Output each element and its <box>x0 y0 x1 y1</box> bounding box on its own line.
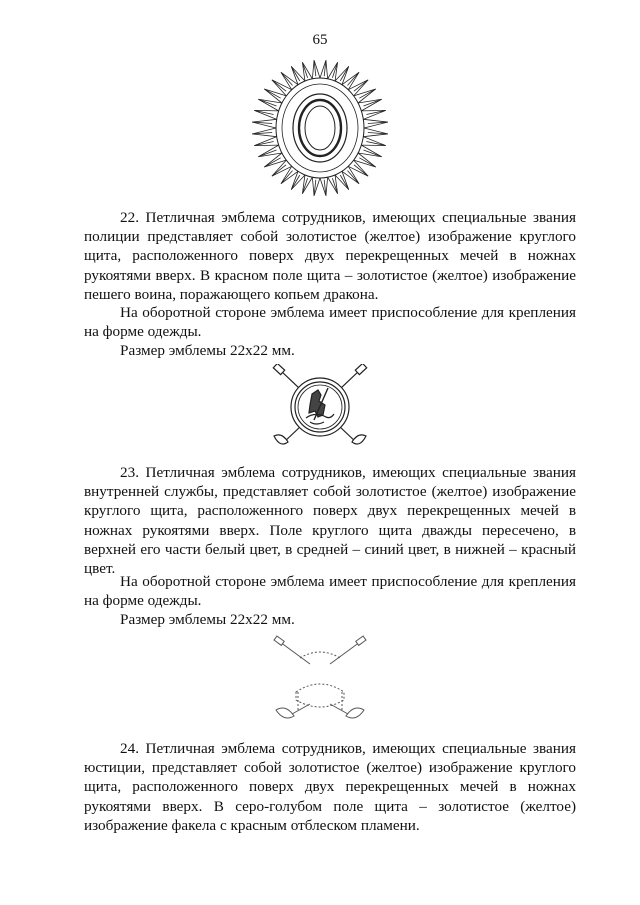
cockade-ray <box>363 119 387 128</box>
paragraph-23: 23. Петличная эмблема сотрудников, имеющих специальные звания внутренней службы, представляет собой золотистое (желтое) изображение круглого щита, расположенного поверх двух перекрещенных мечей в ножнах рукоятями вверх. Поле круглого щита дважды пересечено, в верхней его части белый цвет, в средней – синий цвет, в нижней – красный цвет. <box>84 464 576 578</box>
cockade-ray <box>302 62 312 81</box>
cockade-ray-line <box>258 99 276 106</box>
cockade-ray <box>252 128 276 137</box>
internal-service-buttonhole-emblem-icon <box>270 634 370 724</box>
paragraph-22-reverse: На оборотной стороне эмблема имеет приспособление для крепления на форме одежды. <box>84 304 576 341</box>
paragraph-23-reverse: На оборотной стороне эмблема имеет приспособление для крепления на форме одежды. <box>84 573 576 610</box>
cockade-ray-line <box>364 150 382 157</box>
cockade-ray <box>361 137 385 146</box>
cockade-ray <box>258 145 282 157</box>
cockade-ray-line <box>281 171 292 184</box>
paragraph-24: 24. Петличная эмблема сотрудников, имеющих специальные звания юстиции, представляет собой золотистое (желтое) изображение круглого щита, расположенного поверх двух перекрещенных мечей в ножнах рукоятями вверх. В серо-голубом поле щита – золотистое (желтое) изображение факела с красным отблеском пламени. <box>84 740 576 834</box>
cockade-ray <box>328 62 338 81</box>
cockade-ray <box>328 175 338 194</box>
cockade-ray-line <box>364 99 382 106</box>
cockade-ray <box>254 137 278 146</box>
paragraph-22-size: Размер эмблемы 22х22 мм. <box>120 342 295 359</box>
cockade-ray <box>258 99 282 111</box>
cockade-emblem-icon <box>250 58 390 198</box>
paragraph-22: 22. Петличная эмблема сотрудников, имеющих специальные звания полиции представляет собой золотистое (желтое) изображение круглого щита, расположенного поверх двух перекрещенных мечей в ножнах рукоятями вверх. В красном поле щита – золотистое (желтое) изображение пешего воина, поражающего копьем дракона. <box>84 209 576 303</box>
cockade-ray-line <box>281 72 292 85</box>
police-emblem-figure <box>0 364 640 450</box>
cockade-ray <box>358 145 382 157</box>
paragraph-23-size: Размер эмблемы 22х22 мм. <box>120 611 295 628</box>
cockade-ray <box>254 110 278 119</box>
cockade-ray <box>302 175 312 194</box>
cockade-ray <box>363 128 387 137</box>
cockade-ray <box>252 119 276 128</box>
cockade-ray-line <box>348 171 359 184</box>
cockade-ray-line <box>348 72 359 85</box>
internal-service-emblem-figure <box>0 634 640 724</box>
cockade-ray <box>358 99 382 111</box>
cockade-ray-line <box>258 150 276 157</box>
cockade-ray <box>361 110 385 119</box>
cockade-figure <box>0 58 640 198</box>
police-buttonhole-emblem-icon <box>270 364 370 450</box>
page-number: 65 <box>312 32 328 48</box>
